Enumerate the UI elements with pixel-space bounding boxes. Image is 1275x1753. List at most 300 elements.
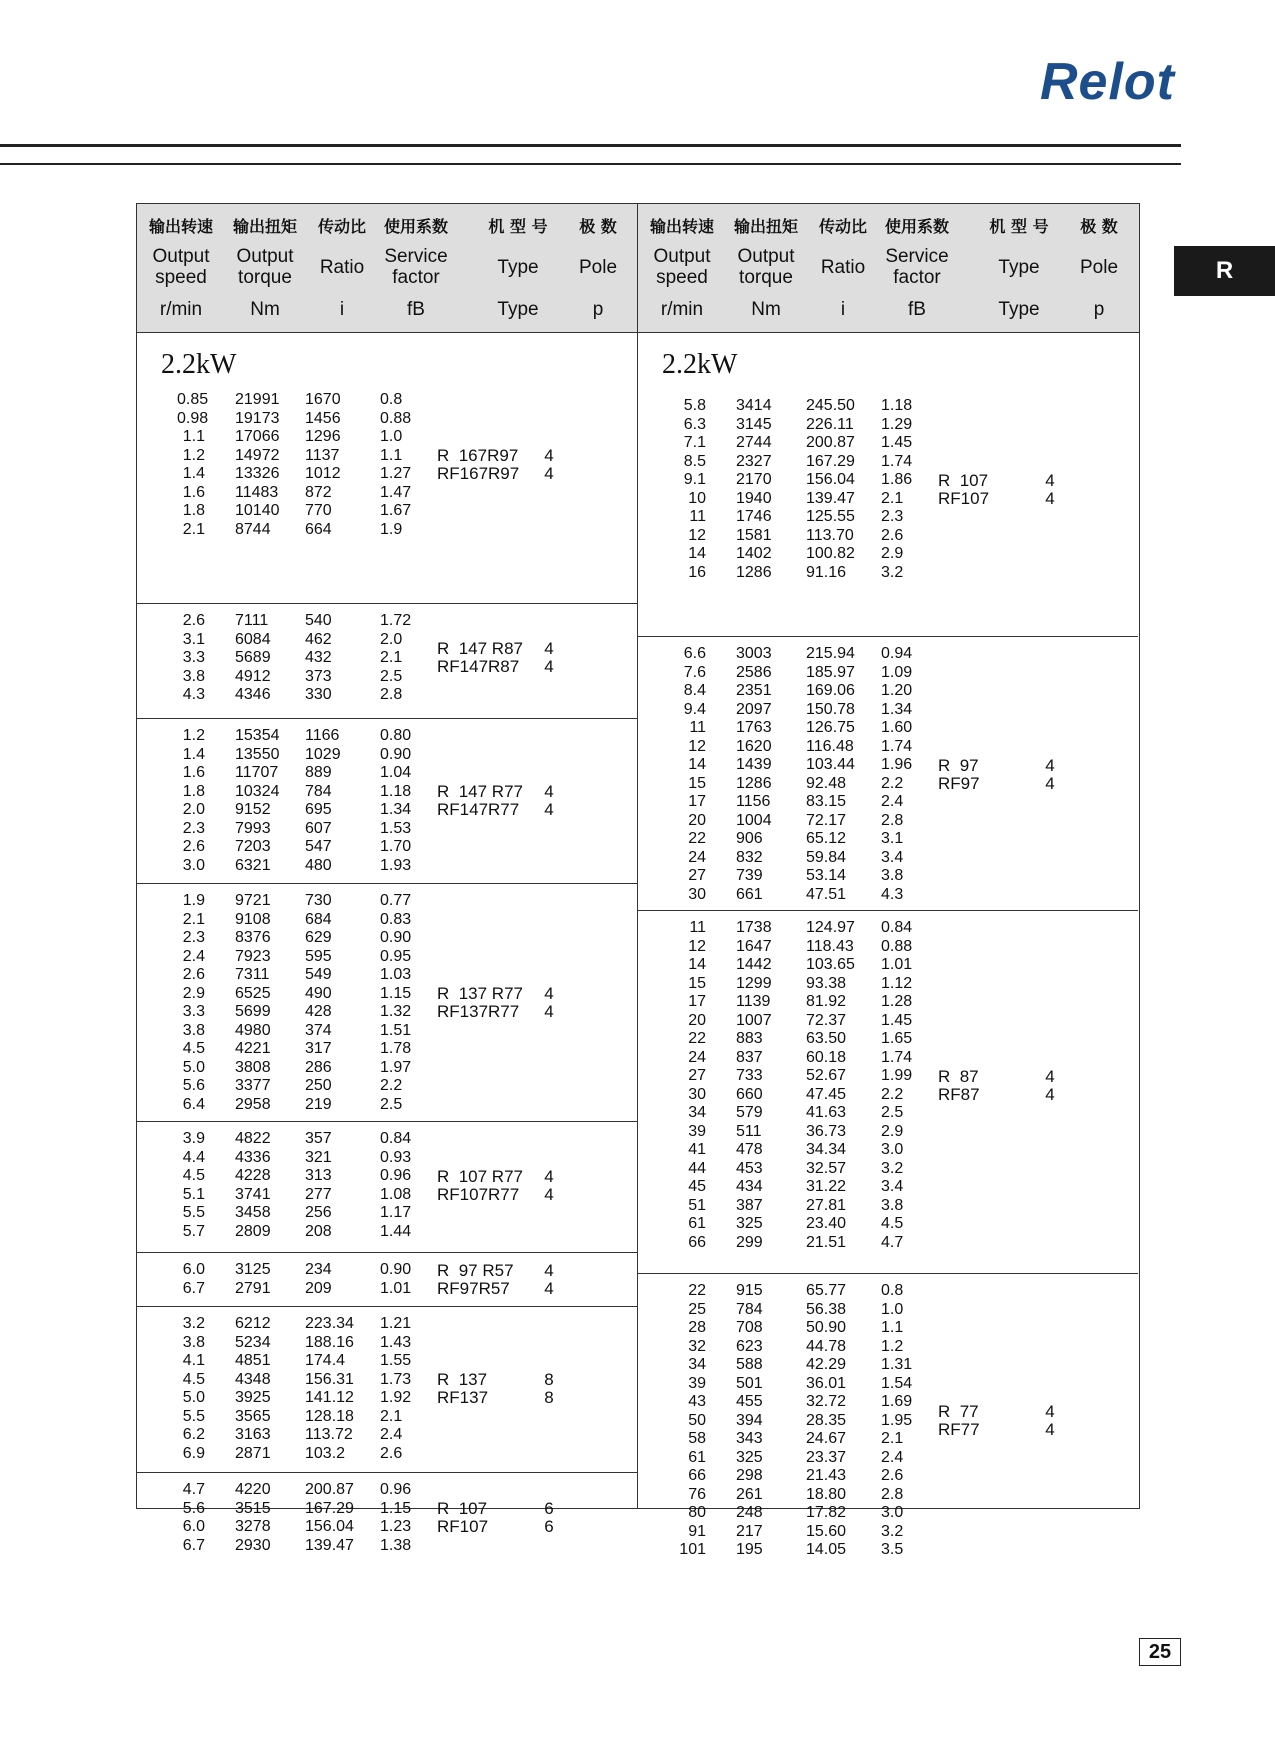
cell-speed: 4.1 xyxy=(182,1352,205,1369)
cell-ratio: 23.40 xyxy=(806,1215,847,1232)
cell-fb: 3.2 xyxy=(881,1159,904,1177)
header-zh-0: 输出转速 xyxy=(649,217,714,236)
cell-fb: 1.17 xyxy=(380,1204,412,1221)
cell-pole: 4 4 xyxy=(544,446,554,483)
cell-speed: 91 xyxy=(688,1522,706,1540)
column-ratio xyxy=(305,1261,332,1298)
column-torque xyxy=(235,727,280,875)
header-unit-2: i xyxy=(339,299,345,320)
cell-torque: 906 xyxy=(736,830,763,847)
cell-torque: 2809 xyxy=(235,1222,271,1240)
cell-speed: 15 xyxy=(688,774,706,792)
cell-torque: 7311 xyxy=(235,966,270,983)
cell-speed: 24 xyxy=(688,848,706,866)
cell-torque: 2958 xyxy=(235,1095,271,1113)
cell-fb: 2.5 xyxy=(881,1104,904,1121)
cell-ratio: 234 xyxy=(305,1261,332,1278)
cell-speed: 3.8 xyxy=(182,667,205,685)
cell-ratio: 188.16 xyxy=(305,1333,354,1351)
cell-speed: 4.4 xyxy=(182,1148,205,1166)
column-fb xyxy=(881,397,912,582)
cell-fb: 2.1 xyxy=(881,489,904,507)
column-torque xyxy=(736,645,772,904)
cell-ratio: 540 xyxy=(305,612,332,629)
cell-speed: 43 xyxy=(688,1393,706,1410)
header-unit-0: r/min xyxy=(159,299,203,320)
cell-fb: 2.6 xyxy=(380,1444,403,1462)
cell-speed: 2.1 xyxy=(182,910,205,928)
cell-ratio: 156.31 xyxy=(305,1370,354,1388)
column-torque xyxy=(235,1130,271,1241)
cell-ratio: 250 xyxy=(305,1077,332,1094)
cell-ratio: 330 xyxy=(305,686,332,703)
cell-ratio: 113.72 xyxy=(305,1426,353,1443)
column-speed xyxy=(177,391,209,539)
header-zh-5: 极 数 xyxy=(579,217,617,236)
column-speed xyxy=(678,645,706,904)
brand-logo-text: Relot xyxy=(1040,53,1175,111)
cell-ratio: 17.82 xyxy=(806,1504,847,1521)
header-unit-3: fB xyxy=(407,299,425,320)
cell-fb: 1.72 xyxy=(380,612,412,629)
cell-speed: 0.85 xyxy=(177,391,209,408)
cell-torque: 21991 xyxy=(235,391,280,408)
cell-ratio: 784 xyxy=(305,782,332,800)
cell-pole: 6 6 xyxy=(544,1499,554,1536)
cell-ratio: 462 xyxy=(305,630,332,648)
cell-type: R 147 R87 RF147R87 xyxy=(437,639,523,677)
cell-fb: 0.93 xyxy=(380,1148,412,1166)
cell-speed: 6.6 xyxy=(683,645,706,662)
cell-torque: 1746 xyxy=(736,508,772,525)
cell-speed: 66 xyxy=(688,1467,706,1484)
cell-ratio: 21.51 xyxy=(806,1233,847,1251)
cell-torque: 19173 xyxy=(235,409,280,427)
cell-ratio: 21.43 xyxy=(806,1467,847,1484)
cell-torque: 1620 xyxy=(736,737,772,755)
cell-ratio: 185.97 xyxy=(806,663,855,681)
cell-torque: 10324 xyxy=(235,782,280,800)
cell-torque: 7993 xyxy=(235,819,271,837)
cell-torque: 248 xyxy=(736,1504,763,1521)
cell-torque: 3925 xyxy=(235,1389,271,1406)
cell-fb: 1.21 xyxy=(380,1315,412,1332)
cell-speed: 1.2 xyxy=(182,446,205,464)
cell-ratio: 47.51 xyxy=(806,885,847,903)
cell-fb: 3.5 xyxy=(881,1541,904,1558)
cell-fb: 1.12 xyxy=(881,974,913,992)
cell-torque: 708 xyxy=(736,1319,763,1336)
cell-fb: 0.77 xyxy=(380,892,412,909)
cell-speed: 5.8 xyxy=(683,397,706,414)
cell-fb: 1.9 xyxy=(380,520,403,538)
cell-fb: 2.4 xyxy=(881,1448,904,1466)
cell-fb: 0.96 xyxy=(380,1167,412,1184)
cell-torque: 1940 xyxy=(736,489,772,507)
cell-fb: 1.29 xyxy=(881,415,913,433)
cell-fb: 1.27 xyxy=(380,465,412,482)
cell-speed: 41 xyxy=(688,1141,706,1158)
cell-speed: 2.6 xyxy=(182,838,205,855)
cell-torque: 4912 xyxy=(235,667,271,685)
cell-speed: 1.9 xyxy=(182,892,205,909)
header-zh-3: 使用系数 xyxy=(884,217,949,236)
cell-speed: 2.0 xyxy=(182,801,205,818)
cell-torque: 837 xyxy=(736,1048,763,1066)
cell-torque: 1286 xyxy=(736,774,772,792)
cell-fb: 1.18 xyxy=(881,397,913,414)
cell-speed: 44 xyxy=(688,1159,706,1177)
cell-ratio: 174.4 xyxy=(305,1352,346,1369)
cell-pole: 4 4 xyxy=(1045,1401,1055,1439)
cell-speed: 22 xyxy=(688,1282,706,1299)
header-rule-bottom xyxy=(0,163,1181,165)
cell-torque: 6321 xyxy=(235,856,271,874)
cell-fb: 0.80 xyxy=(380,727,412,744)
cell-speed: 101 xyxy=(679,1541,706,1558)
cell-fb: 1.44 xyxy=(380,1222,412,1240)
cell-ratio: 223.34 xyxy=(305,1315,354,1332)
cell-ratio: 24.67 xyxy=(806,1430,847,1447)
cell-speed: 5.5 xyxy=(182,1407,205,1425)
cell-fb: 0.8 xyxy=(380,391,403,408)
cell-torque: 10140 xyxy=(235,502,280,519)
cell-ratio: 664 xyxy=(305,520,332,538)
cell-torque: 1007 xyxy=(736,1011,772,1029)
column-ratio xyxy=(305,391,341,539)
cell-ratio: 1137 xyxy=(305,446,340,464)
cell-speed: 4.5 xyxy=(182,1167,205,1184)
cell-ratio: 1296 xyxy=(305,428,341,445)
cell-fb: 1.45 xyxy=(881,434,913,451)
cell-torque: 6525 xyxy=(235,984,271,1002)
cell-torque: 661 xyxy=(736,885,763,903)
cell-fb: 3.1 xyxy=(881,830,904,847)
cell-fb: 2.1 xyxy=(881,1430,904,1447)
cell-torque: 511 xyxy=(736,1122,762,1140)
cell-ratio: 41.63 xyxy=(806,1104,847,1121)
cell-ratio: 1456 xyxy=(305,409,341,427)
cell-speed: 11 xyxy=(689,508,706,525)
column-fb xyxy=(881,645,912,904)
cell-speed: 34 xyxy=(688,1104,706,1121)
cell-fb: 1.01 xyxy=(881,956,913,973)
cell-speed: 61 xyxy=(688,1448,706,1466)
cell-speed: 1.4 xyxy=(182,465,205,482)
cell-fb: 2.0 xyxy=(380,630,403,648)
cell-speed: 22 xyxy=(688,830,706,847)
header-en-3: Service factor xyxy=(384,246,448,288)
cell-torque: 2871 xyxy=(235,1444,271,1462)
cell-fb: 2.4 xyxy=(380,1426,403,1443)
cell-speed: 80 xyxy=(688,1504,706,1521)
cell-speed: 2.4 xyxy=(182,947,205,965)
header-zh-5: 极 数 xyxy=(1080,217,1118,236)
cell-fb: 1.34 xyxy=(380,801,412,818)
table-group xyxy=(638,389,1138,637)
cell-ratio: 72.17 xyxy=(806,811,847,829)
cell-fb: 1.1 xyxy=(380,446,403,464)
column-ratio xyxy=(806,919,855,1252)
cell-ratio: 113.70 xyxy=(806,526,854,544)
cell-torque: 2791 xyxy=(235,1279,271,1297)
cell-torque: 4980 xyxy=(235,1021,271,1039)
cell-ratio: 321 xyxy=(305,1148,332,1166)
cell-ratio: 141.12 xyxy=(305,1389,354,1406)
cell-speed: 4.5 xyxy=(182,1370,205,1388)
cell-torque: 325 xyxy=(736,1215,763,1232)
cell-speed: 34 xyxy=(688,1356,706,1373)
column-speed xyxy=(177,727,205,875)
cell-fb: 2.6 xyxy=(881,1467,904,1484)
cell-pole: 4 4 xyxy=(544,782,554,819)
cell-torque: 3808 xyxy=(235,1058,271,1076)
cell-ratio: 209 xyxy=(305,1279,332,1297)
cell-fb: 1.03 xyxy=(380,966,412,983)
cell-speed: 3.1 xyxy=(182,630,205,648)
cell-torque: 9721 xyxy=(235,892,271,909)
cell-ratio: 432 xyxy=(305,649,332,666)
cell-fb: 3.4 xyxy=(881,848,904,866)
cell-ratio: 317 xyxy=(305,1040,332,1057)
cell-speed: 3.8 xyxy=(182,1333,205,1351)
cell-speed: 5.0 xyxy=(182,1058,205,1076)
cell-ratio: 59.84 xyxy=(806,848,847,866)
header-en-4: Type xyxy=(998,256,1040,278)
cell-ratio: 23.37 xyxy=(806,1448,847,1466)
cell-fb: 0.84 xyxy=(380,1130,412,1147)
cell-ratio: 374 xyxy=(305,1021,332,1039)
cell-ratio: 1029 xyxy=(305,745,341,763)
cell-ratio: 428 xyxy=(305,1003,332,1020)
section-tab: R xyxy=(1174,246,1275,296)
cell-ratio: 480 xyxy=(305,856,332,874)
cell-fb: 1.65 xyxy=(881,1030,913,1047)
header-en-2: Ratio xyxy=(820,256,866,278)
cell-torque: 660 xyxy=(736,1085,763,1103)
cell-fb: 1.38 xyxy=(380,1536,412,1554)
cell-torque: 2097 xyxy=(736,700,772,718)
cell-ratio: 32.72 xyxy=(806,1393,847,1410)
table-group xyxy=(137,389,637,604)
header-en-5: Pole xyxy=(1079,256,1119,278)
cell-type: R 97 R57 RF97R57 xyxy=(437,1260,514,1298)
cell-torque: 2170 xyxy=(736,471,772,488)
cell-torque: 4822 xyxy=(235,1130,271,1147)
cell-fb: 1.70 xyxy=(380,838,412,855)
cell-speed: 15 xyxy=(688,974,706,992)
column-fb xyxy=(380,1261,411,1298)
cell-ratio: 93.38 xyxy=(806,974,847,992)
column-speed xyxy=(177,892,205,1114)
cell-speed: 39 xyxy=(688,1122,706,1140)
cell-ratio: 14.05 xyxy=(806,1541,847,1558)
header-en-1: Output torque xyxy=(737,246,795,288)
cell-torque: 11483 xyxy=(235,483,279,501)
cell-torque: 3145 xyxy=(736,415,772,433)
cell-ratio: 156.04 xyxy=(806,471,855,488)
cell-torque: 4346 xyxy=(235,686,271,703)
cell-speed: 39 xyxy=(688,1374,706,1392)
cell-speed: 2.1 xyxy=(182,520,205,538)
cell-torque: 733 xyxy=(736,1067,763,1084)
cell-speed: 11 xyxy=(689,919,706,936)
cell-fb: 2.1 xyxy=(380,649,403,666)
cell-fb: 4.5 xyxy=(881,1215,904,1232)
cell-fb: 2.5 xyxy=(380,1095,403,1113)
cell-torque: 1439 xyxy=(736,756,772,773)
column-fb xyxy=(380,391,411,539)
cell-speed: 3.0 xyxy=(182,856,205,874)
cell-fb: 2.9 xyxy=(881,1122,904,1140)
header-unit-3: fB xyxy=(908,299,926,320)
cell-ratio: 1670 xyxy=(305,391,341,408)
cell-ratio: 1012 xyxy=(305,465,341,482)
cell-speed: 1.8 xyxy=(182,782,205,800)
cell-speed: 1.1 xyxy=(182,428,205,445)
cell-torque: 3458 xyxy=(235,1204,271,1221)
cell-torque: 623 xyxy=(736,1337,763,1355)
cell-torque: 1442 xyxy=(736,956,772,973)
cell-fb: 3.2 xyxy=(881,563,904,581)
cell-speed: 6.9 xyxy=(182,1444,205,1462)
cell-fb: 1.69 xyxy=(881,1393,913,1410)
table-group xyxy=(137,1473,637,1554)
cell-torque: 2351 xyxy=(736,682,772,699)
cell-speed: 0.98 xyxy=(177,409,209,427)
cell-ratio: 116.48 xyxy=(806,737,854,755)
cell-speed: 58 xyxy=(688,1430,706,1447)
cell-ratio: 245.50 xyxy=(806,397,855,414)
column-ratio xyxy=(806,645,855,904)
header-en-0: Output speed xyxy=(653,246,711,288)
cell-speed: 6.7 xyxy=(182,1279,205,1297)
cell-type: R 107 RF107 xyxy=(938,470,990,508)
cell-fb: 1.99 xyxy=(881,1067,913,1084)
cell-torque: 9152 xyxy=(235,801,271,818)
cell-pole: 4 4 xyxy=(544,1166,554,1204)
column-ratio xyxy=(806,1282,846,1560)
cell-ratio: 81.92 xyxy=(806,993,847,1010)
column-torque xyxy=(235,1261,271,1298)
column-ratio xyxy=(305,612,332,705)
cell-ratio: 219 xyxy=(305,1095,332,1113)
cell-ratio: 200.87 xyxy=(305,1481,354,1498)
cell-type: R 97 RF97 xyxy=(938,755,980,793)
cell-torque: 3741 xyxy=(235,1185,271,1203)
header-zh-3: 使用系数 xyxy=(383,217,448,236)
cell-speed: 45 xyxy=(688,1178,706,1195)
column-fb xyxy=(380,1315,411,1463)
cell-fb: 1.92 xyxy=(380,1389,412,1406)
cell-torque: 1738 xyxy=(736,919,772,936)
cell-speed: 14 xyxy=(688,756,706,773)
cell-speed: 12 xyxy=(688,526,706,544)
cell-torque: 915 xyxy=(736,1282,763,1299)
cell-ratio: 53.14 xyxy=(806,867,847,884)
column-torque xyxy=(235,612,271,705)
cell-type: R 137 RF137 xyxy=(437,1370,489,1407)
cell-fb: 1.20 xyxy=(881,682,913,699)
cell-torque: 2744 xyxy=(736,434,772,451)
cell-ratio: 150.78 xyxy=(806,700,855,718)
column-fb xyxy=(380,892,411,1114)
cell-speed: 5.7 xyxy=(182,1222,205,1240)
cell-speed: 2.9 xyxy=(182,984,205,1002)
cell-fb: 1.43 xyxy=(380,1333,412,1351)
cell-torque: 5234 xyxy=(235,1333,271,1351)
cell-torque: 3414 xyxy=(736,397,772,414)
cell-speed: 8.4 xyxy=(683,682,706,699)
cell-ratio: 695 xyxy=(305,801,332,818)
cell-ratio: 607 xyxy=(305,819,332,837)
cell-speed: 5.6 xyxy=(182,1499,205,1517)
cell-fb: 2.2 xyxy=(881,1085,904,1103)
cell-torque: 8744 xyxy=(235,520,271,538)
left-half xyxy=(137,333,637,1554)
cell-torque: 7923 xyxy=(235,947,271,965)
column-torque xyxy=(736,919,772,1252)
column-ratio xyxy=(806,397,855,582)
cell-torque: 2327 xyxy=(736,452,772,470)
cell-torque: 6212 xyxy=(235,1315,271,1332)
cell-speed: 1.6 xyxy=(182,764,205,781)
header-unit-0: r/min xyxy=(660,299,704,320)
cell-ratio: 549 xyxy=(305,966,332,983)
cell-ratio: 18.80 xyxy=(806,1485,847,1503)
cell-fb: 3.4 xyxy=(881,1178,904,1195)
table-group xyxy=(137,1122,637,1253)
column-ratio xyxy=(305,892,332,1114)
cell-speed: 2.3 xyxy=(182,819,205,837)
cell-speed: 17 xyxy=(688,993,706,1010)
column-torque xyxy=(736,397,772,582)
column-torque xyxy=(235,391,280,539)
cell-torque: 579 xyxy=(736,1104,763,1121)
header-zh-2: 传动比 xyxy=(317,217,366,236)
cell-torque: 14972 xyxy=(235,446,280,464)
column-ratio xyxy=(305,1481,354,1555)
cell-speed: 7.1 xyxy=(683,434,706,451)
cell-ratio: 277 xyxy=(305,1185,332,1203)
cell-ratio: 83.15 xyxy=(806,793,847,810)
cell-fb: 0.94 xyxy=(881,645,913,662)
header-en-4: Type xyxy=(497,256,539,278)
header-en-2: Ratio xyxy=(319,256,365,278)
cell-torque: 299 xyxy=(736,1233,763,1251)
cell-torque: 394 xyxy=(736,1411,763,1429)
cell-torque: 1581 xyxy=(736,526,772,544)
cell-fb: 1.01 xyxy=(380,1279,412,1297)
cell-torque: 5689 xyxy=(235,649,271,666)
cell-torque: 13550 xyxy=(235,745,280,763)
cell-fb: 1.23 xyxy=(380,1518,412,1535)
cell-ratio: 27.81 xyxy=(806,1196,847,1214)
cell-torque: 15354 xyxy=(235,727,280,744)
cell-ratio: 770 xyxy=(305,502,332,519)
cell-fb: 1.04 xyxy=(380,764,412,781)
cell-torque: 17066 xyxy=(235,428,280,445)
cell-fb: 0.96 xyxy=(380,1481,412,1498)
cell-fb: 1.47 xyxy=(380,483,412,501)
cell-speed: 9.1 xyxy=(683,471,706,488)
cell-fb: 1.74 xyxy=(881,452,913,470)
cell-torque: 1139 xyxy=(736,993,771,1010)
cell-ratio: 629 xyxy=(305,929,332,946)
selection-table xyxy=(136,203,1140,1558)
cell-fb: 0.90 xyxy=(380,1261,412,1278)
cell-fb: 4.3 xyxy=(881,885,904,903)
